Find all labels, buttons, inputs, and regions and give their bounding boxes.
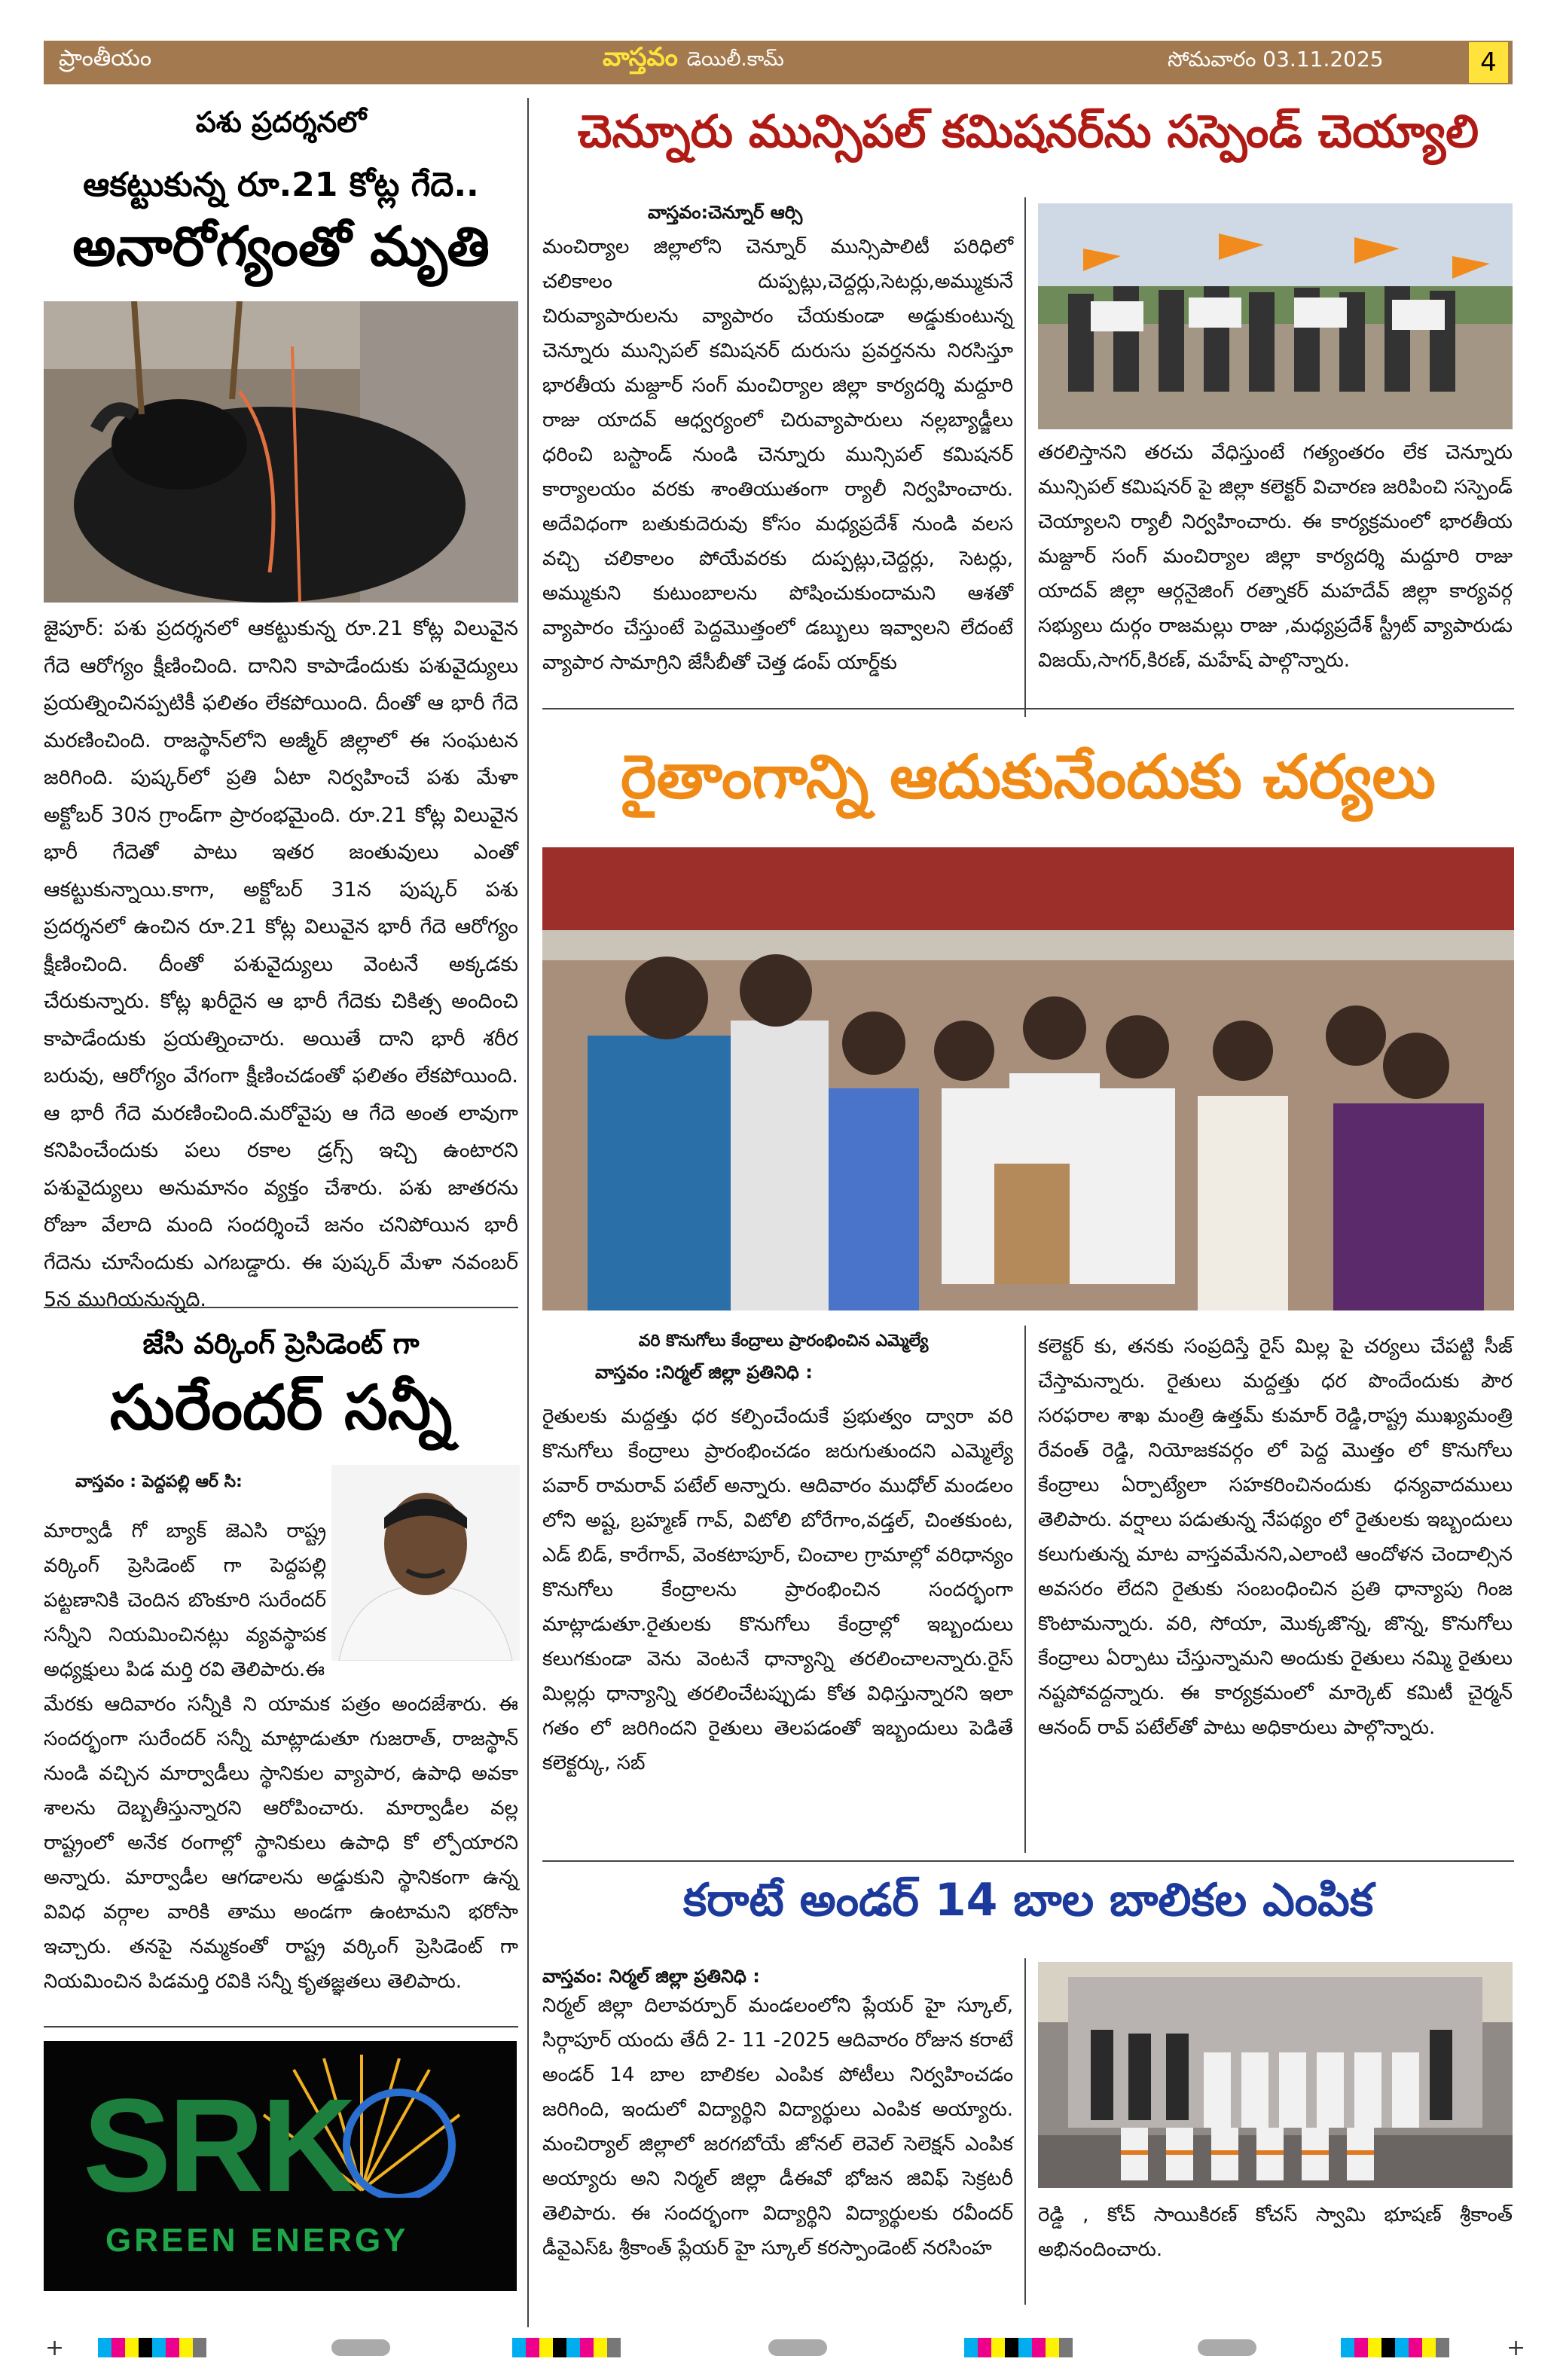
print-mark-pill [768,2339,827,2356]
cow-kicker-1: పశు ప్రదర్శనలో [195,105,367,139]
farmers-body-right: కలెక్టర్ కు, తనకు సంప్రదిస్తే రైస్ మిల్ల పై చర్యలు చేపట్టి సీజ్ చేస్తామన్నారు. రైతులు మద్దత్తు ధర పొందేందుకు పౌర సరఫరాల శాఖ మంత్రి ఉత్తమ్ కుమార్ రెడ్డి,రాష్ట్ర ముఖ్యమంత్రి రేవంత్ రెడ్డి, నియోజకవర్గం లో పెద్ద మొత్తం లో కొనుగోలు కేంద్రాలు ఏర్పాట్యేలా సహకరించినందుకు ధన్యవాదములు తెలిపారు. వర్షాలు పడుతున్న నేపథ్యం లో రైతులకు ఇబ్బందులు కలుగుతున్న మాట వాస్తవమేనని,ఎలాంటి ఆందోళన చెందాల్సిన అవసరం లేదని రైతుకు సంబంధించిన ప్రతి ధాన్యాపు గింజ కొంటామన్నారు. వరి, సోయా, మొక్కజొన్న, జొన్న, కొనుగోలు కేంద్రాలు ఏర్పాటు చేస్తున్నామని అందుకు రైతులు నమ్మి రైతులు నష్టపోవద్దన్నారు. ఈ కార్యక్రమంలో మార్కెట్ కమిటీ చైర్మన్ ఆనంద్ రావ్ పటేల్‌తో పాటు అధికారులు పాల్గొన్నారు. [1038,1335,1513,1739]
color-bar [98,2338,206,2357]
cow-kicker-2: ఆకట్టుకున్న రూ.21 కోట్ల గేదె.. [83,166,479,204]
section-divider [542,1860,1514,1862]
column-divider [1024,197,1026,717]
cow-body: జైపూర్: పశు ప్రదర్శనలో ఆకట్టుకున్న రూ.21 కోట్ల విలువైన గేదె ఆరోగ్యం క్షీణించింది. దానిని కాపాడేందుకు పశువైద్యులు ప్రయత్నించినప్పటికీ ఫలితం లేకపోయింది. దీంతో ఆ భారీ గేదె మరణించింది. రాజస్థాన్‌లోని అజ్మీర్ జిల్లాలో ఈ సంఘటన జరిగింది. పుష్కర్‌లో ప్రతి ఏటా నిర్వహించే పశు మేళా అక్టోబర్ 30న గ్రాండ్‌గా ప్రారంభమైంది. రూ.21 కోట్ల విలువైన భారీ గేదెతో పాటు ఇతర జంతువులు ఎంతో ఆకట్టుకున్నాయి.కాగా, అక్టోబర్ 31న పుష్కర్ పశు ప్రదర్శనలో ఉంచిన రూ.21 కోట్ల విలువైన భారీ గేదె ఆరోగ్యం క్షీణించింది. దీంతో పశువైద్యులు వెంటనే అక్కడకు చేరుకున్నారు. కోట్ల ఖరీదైన ఆ భారీ గేదెకు చికిత్స అందించి కాపాడేందుకు ప్రయత్నించారు. అయితే దాని భారీ శరీర బరువు, ఆరోగ్యం వేగంగా క్షీణించడంతో ఫలితం లేకపోయింది. ఆ భారీ గేదె మరణించింది.మరోవైపు ఆ గేదె అంత లావుగా కనిపించేందుకు పలు రకాల డ్రగ్స్ ఇచ్చి ఉంటారని పశువైద్యులు అనుమానం వ్యక్తం చేశారు. పశు జాతరను రోజూ వేలాది మంది సందర్శించే జనం చనిపోయిన భారీ గేదెను చూసేందుకు ఎగబడ్డారు. ఈ పుష్కర్ మేళా నవంబర్ 5న ముగియనున్నది. [44,617,518,1311]
karate-team-photo [1038,1962,1513,2188]
column-divider [527,98,529,2327]
color-bar [1341,2338,1449,2357]
karate-byline: వాస్తవం: నిర్మల్ జిల్లా ప్రతినిధి : [542,1966,760,1987]
farmers-headline: రైతాంగాన్ని ఆదుకునేందుకు చర్యలు [621,742,1436,812]
section-label: ప్రాంతీయం [59,45,152,72]
karate-headline: కరాటే అండర్ 14 బాల బాలికల ఎంపిక [682,1874,1374,1927]
print-mark-pill [1198,2339,1256,2356]
color-bar [964,2338,1073,2357]
page-number: 4 [1469,42,1508,83]
ad-tagline: GREEN ENERGY [105,2222,409,2259]
section-divider [44,2026,518,2028]
farmers-subhead: వరి కొనుగోలు కేంద్రాలు ప్రారంభించిన ఎమ్మెల్యే [638,1332,929,1350]
masthead-sub: డెయిలీ.కామ్ [686,48,784,71]
section-divider [542,708,1514,709]
farmers-byline: వాస్తవం :నిర్మల్ జిల్లా ప్రతినిధి : [595,1362,813,1383]
karate-body-left: నిర్మల్ జిల్లా దిలావర్పూర్ మండలంలోని ప్లేయర్ హై స్కూల్, సిర్గాపూర్ యందు తేదీ 2- 11 -2025 ఆదివారం రోజున కరాటే అండర్ 14 బాల బాలికల ఎంపిక పోటీలు నిర్వహించడం జరిగింది, ఇందులో విద్యార్థిని విద్యార్థులు ఎంపిక అయ్యారు. మంచిర్యాల్ జిల్లాలో జరగబోయే జోనల్ లెవెల్ సెలెక్షన్ ఎంపిక అయ్యారు అని నిర్మల్ జిల్లా డీఈవో భోజన జివిఫ్ సెక్రటరీ తెలిపారు. ఈ సందర్భంగా విద్యార్థిని విద్యార్థులకు రవీందర్ డీవైఎస్ఓ శ్రీకాంత్ ప్లేయర్ హై స్కూల్ కరస్పాండెంట్ నరసింహ [542,1994,1013,2259]
registration-mark-icon: + [1507,2335,1526,2361]
jc-headline: సురేందర్ సన్నీ [109,1372,453,1444]
masthead-title: వాస్తవం [603,42,678,72]
buffalo-photo [44,301,518,603]
jc-body-top: మార్వాడీ గో బ్యాక్ జెఎసి రాష్ట్ర వర్కింగ్ ప్రెసిడెంట్ గా పెద్దపల్లి పట్టణానికి చెందిన బొంకూరి సురేందర్ సన్నీని నియమించినట్లు వ్యవస్థాపక అధ్యక్షులు పిడ మర్తి రవి తెలిపారు.ఈ [44,1520,326,1681]
jc-body-bottom: మేరకు ఆదివారం సన్నీకి ని యామక పత్రం అందజేశారు. ఈ సందర్భంగా సురేందర్ సన్నీ మాట్లాడుతూ గుజరాత్, రాజస్థాన్ నుండి వచ్చిన మార్వాడీలు స్థానికుల వ్యాపార, ఉపాధి అవకా శాలను దెబ్బతీస్తున్నారని ఆరోపించారు. మార్వాడీల వల్ల రాష్ట్రంలో అనేక రంగాల్లో స్థానికులు ఉపాధి కో ల్పోయారని అన్నారు. మార్వాడీల ఆగడాలను అడ్డుకుని స్థానికంగా ఉన్న వివిధ వర్గాల వారికి తాము అండగా ఉంటామని భరోసా ఇచ్చారు. తనపై నమ్మకంతో రాష్ట్ర వర్కింగ్ ప్రెసిడెంట్ గా నియమించిన పిడమర్తి రవికి సన్నీ కృతజ్ఞతలు తెలిపారు. [44,1693,518,1993]
commissioner-body-left: మంచిర్యాల జిల్లాలోని చెన్నూర్ మున్సిపాలిటీ పరిధిలో చలికాలం దుప్పట్లు,చెద్దర్లు,సెటర్లు,అమ్ముకునే చిరువ్యాపారులను వ్యాపారం చేయకుండా అడ్డుకుంటున్న చెన్నూరు మున్సిపల్ కమిషనర్ దురుసు ప్రవర్తనను నిరసిస్తూ భారతీయ మజ్దూర్ సంగ్ మంచిర్యాల జిల్లా కార్యదర్శి మద్దూరి రాజు యాదవ్ ఆధ్వర్యంలో చిరువ్యాపారులు నల్లబ్యాడ్జీలు ధరించి బస్టాండ్ నుండి చెన్నూరు మున్సిపల్ కమిషనర్ కార్యాలయం వరకు శాంతియుతంగా ర్యాలీ నిర్వహించారు. అదేవిధంగా బతుకుదెరువు కోసం మధ్యప్రదేశ్ నుండి వలస వచ్చి చలికాలం పోయేవరకు దుప్పట్లు,చెద్దర్లు, సెటర్లు, అమ్ముకుని కుటుంబాలను పోషించుకుందామని ఆశతో వ్యాపారం చేస్తుంటే పెద్దమొత్తంలో డబ్బులు ఇవ్వాలని లేదంటే వ్యాపార సామాగ్రిని జేసీబీతో చెత్త డంప్ యార్డ్‌కు [542,236,1013,674]
jc-kicker: జేసి వర్కింగ్ ప్రెసిడెంట్ గా [142,1327,420,1360]
masthead [603,42,784,78]
color-bar [512,2338,621,2357]
farmers-body-left: రైతులకు మద్దత్తు ధర కల్పించేందుకే ప్రభుత్వం ద్వారా వరి కొనుగోలు కేంద్రాలు ప్రారంభించడం జరుగుతుందని ఎమ్మెల్యే పవార్ రామరావ్ పటేల్ అన్నారు. ఆదివారం ముధోల్ మండలం లోని అష్ట, బ్రహ్మణ్ గావ్, విటోలి బోరేగాం,వడ్తల్, చింతకుంట, ఎడ్ బిడ్, కారేగావ్, వెంకటాపూర్, చించాల గ్రామాల్లో వరిధాన్యం కొనుగోలు కేంద్రాలను ప్రారంభించిన సందర్భంగా మాట్లాడుతూ.రైతులకు కొనుగోలు కేంద్రాల్లో ఇబ్బందులు కలుగకుండా వెను వెంటనే ధాన్యాన్ని తరలించాలన్నారు.రైస్ మిల్లర్లు ధాన్యాన్ని తరలించేటప్పుడు కోత విధిస్తున్నారని ఇలా గతం లో జరిగిందని రైతులు తెలపడంతో ఇబ్బందులు పెడితే కలెక్టర్కు, సబ్ [542,1405,1013,1774]
commissioner-body-right: తరలిస్తానని తరచు వేధిస్తుంటే గత్యంతరం లేక చెన్నూరు మున్సిపల్ కమిషనర్ పై జిల్లా కలెక్టర్ విచారణ జరిపించి సస్పెండ్ చెయ్యాలని ర్యాలీ నిర్వహించారు. ఈ కార్యక్రమంలో భారతీయ మజ్దూర్ సంగ్ మంచిర్యాల జిల్లా కార్యదర్శి మద్దూరి రాజు యాదవ్ జిల్లా ఆర్గనైజింగ్ రత్నాకర్ మహదేవ్ జిల్లా కార్యవర్గ సభ్యులు దుర్గం రాజమల్లు రాజు ,మధ్యప్రదేశ్ స్ట్రీట్ వ్యాపారుడు విజయ్,సాగర్,కిరణ్, మహేష్ పాల్గొన్నారు. [1038,441,1513,672]
column-divider [1024,1958,1026,2305]
ad-brand: SRK [83,2072,354,2220]
protest-rally-photo [1038,203,1513,429]
commissioner-byline: వాస్తవం:చెన్నూర్ ఆర్సి [648,202,803,223]
column-divider [1024,1326,1026,1853]
registration-mark-icon: + [45,2335,65,2361]
karate-body-right: రెడ్డి , కోచ్ సాయికిరణ్ కోచస్ స్వామి భూషణ్ శ్రీకాంత్ అభినందించారు. [1038,2204,1513,2261]
jc-byline: వాస్తవం : పెద్దపల్లి ఆర్ సి: [75,1472,243,1491]
print-mark-pill [331,2339,390,2356]
cow-headline: అనారోగ్యంతో మృతి [72,215,490,278]
commissioner-headline: చెన్నూరు మున్సిపల్ కమిషనర్‌ను సస్పెండ్ చెయ్యాలి [577,105,1479,158]
issue-date: సోమవారం 03.11.2025 [1168,47,1384,72]
mla-paddy-centre-photo [542,847,1514,1311]
surender-sunny-photo [331,1465,520,1661]
